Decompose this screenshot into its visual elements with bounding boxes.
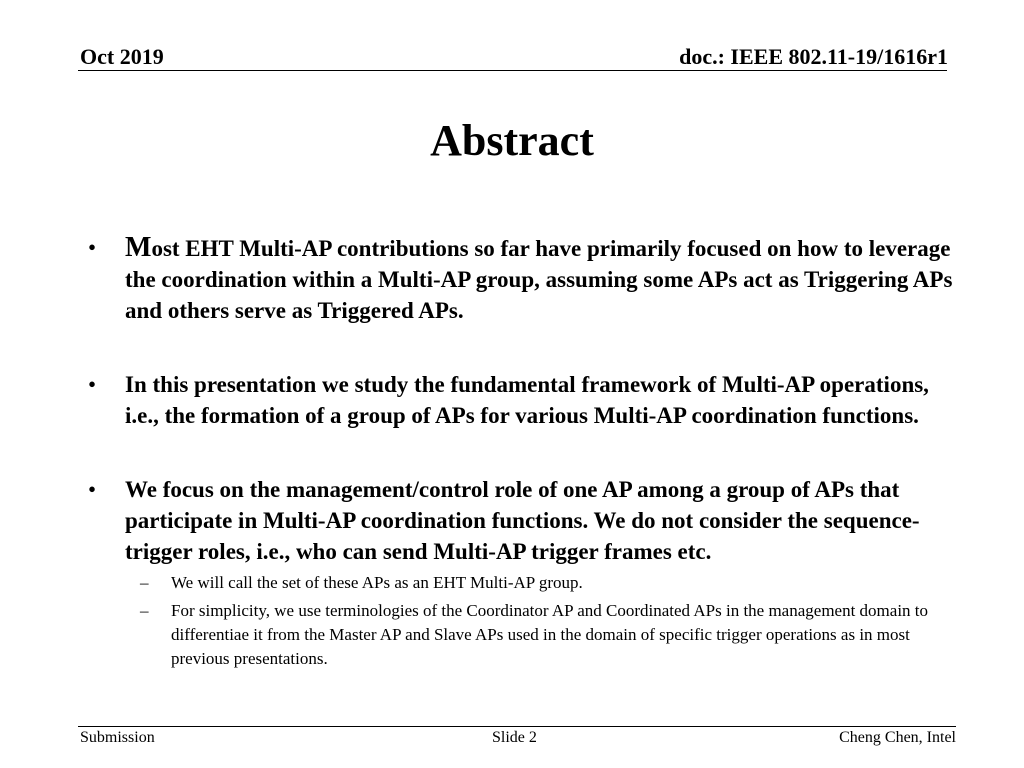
bullet-2 <box>88 369 958 431</box>
header-doc-id: doc.: IEEE 802.11-19/1616r1 <box>679 44 948 69</box>
sub-bullet-marker: – <box>140 601 149 620</box>
bullet-3-text: We focus on the management/control role of one AP among a group of APs that participate in Multi-AP coordination functions. We do not consider the sequence-trigger roles, i.e., who can send Multi-AP trigger frames etc. <box>125 477 920 564</box>
bullet-1 <box>88 232 958 326</box>
sub-bullet-1 <box>88 571 958 595</box>
sub-bullet-list <box>88 571 958 671</box>
bullet-marker: • <box>88 372 97 397</box>
bullet-marker: • <box>88 477 97 502</box>
bullet-marker: • <box>88 235 97 260</box>
footer-submission: Submission <box>80 729 155 746</box>
header-rule <box>78 70 947 71</box>
bullet-1-lead: M <box>125 232 152 263</box>
header-date: Oct 2019 <box>80 44 164 69</box>
footer-slide-number: Slide 2 <box>492 729 537 746</box>
bullet-3 <box>88 474 958 567</box>
sub-bullet-2-text: For simplicity, we use terminologies of the Coordinator AP and Coordinated APs in the management domain to differentiae it from the Master AP and Slave APs used in the domain of specific trigger operations as in most previous presentations. <box>171 601 929 668</box>
footer-author: Cheng Chen, Intel <box>839 729 956 746</box>
footer-rule <box>78 726 956 727</box>
slide-title: Abstract <box>430 116 594 165</box>
sub-bullet-2 <box>88 599 958 671</box>
sub-bullet-1-text: We will call the set of these APs as an EHT Multi-AP group. <box>171 573 583 592</box>
sub-bullet-marker: – <box>140 573 149 592</box>
bullet-2-text: In this presentation we study the fundamental framework of Multi-AP operations, i.e., the formation of a group of APs for various Multi-AP coordination functions. <box>125 372 929 428</box>
bullet-1-text: ost EHT Multi-AP contributions so far have primarily focused on how to leverage the coordination within a Multi-AP group, assuming some APs act as Triggering APs and others serve as Triggered APs. <box>125 236 953 323</box>
slide-body <box>88 232 958 671</box>
